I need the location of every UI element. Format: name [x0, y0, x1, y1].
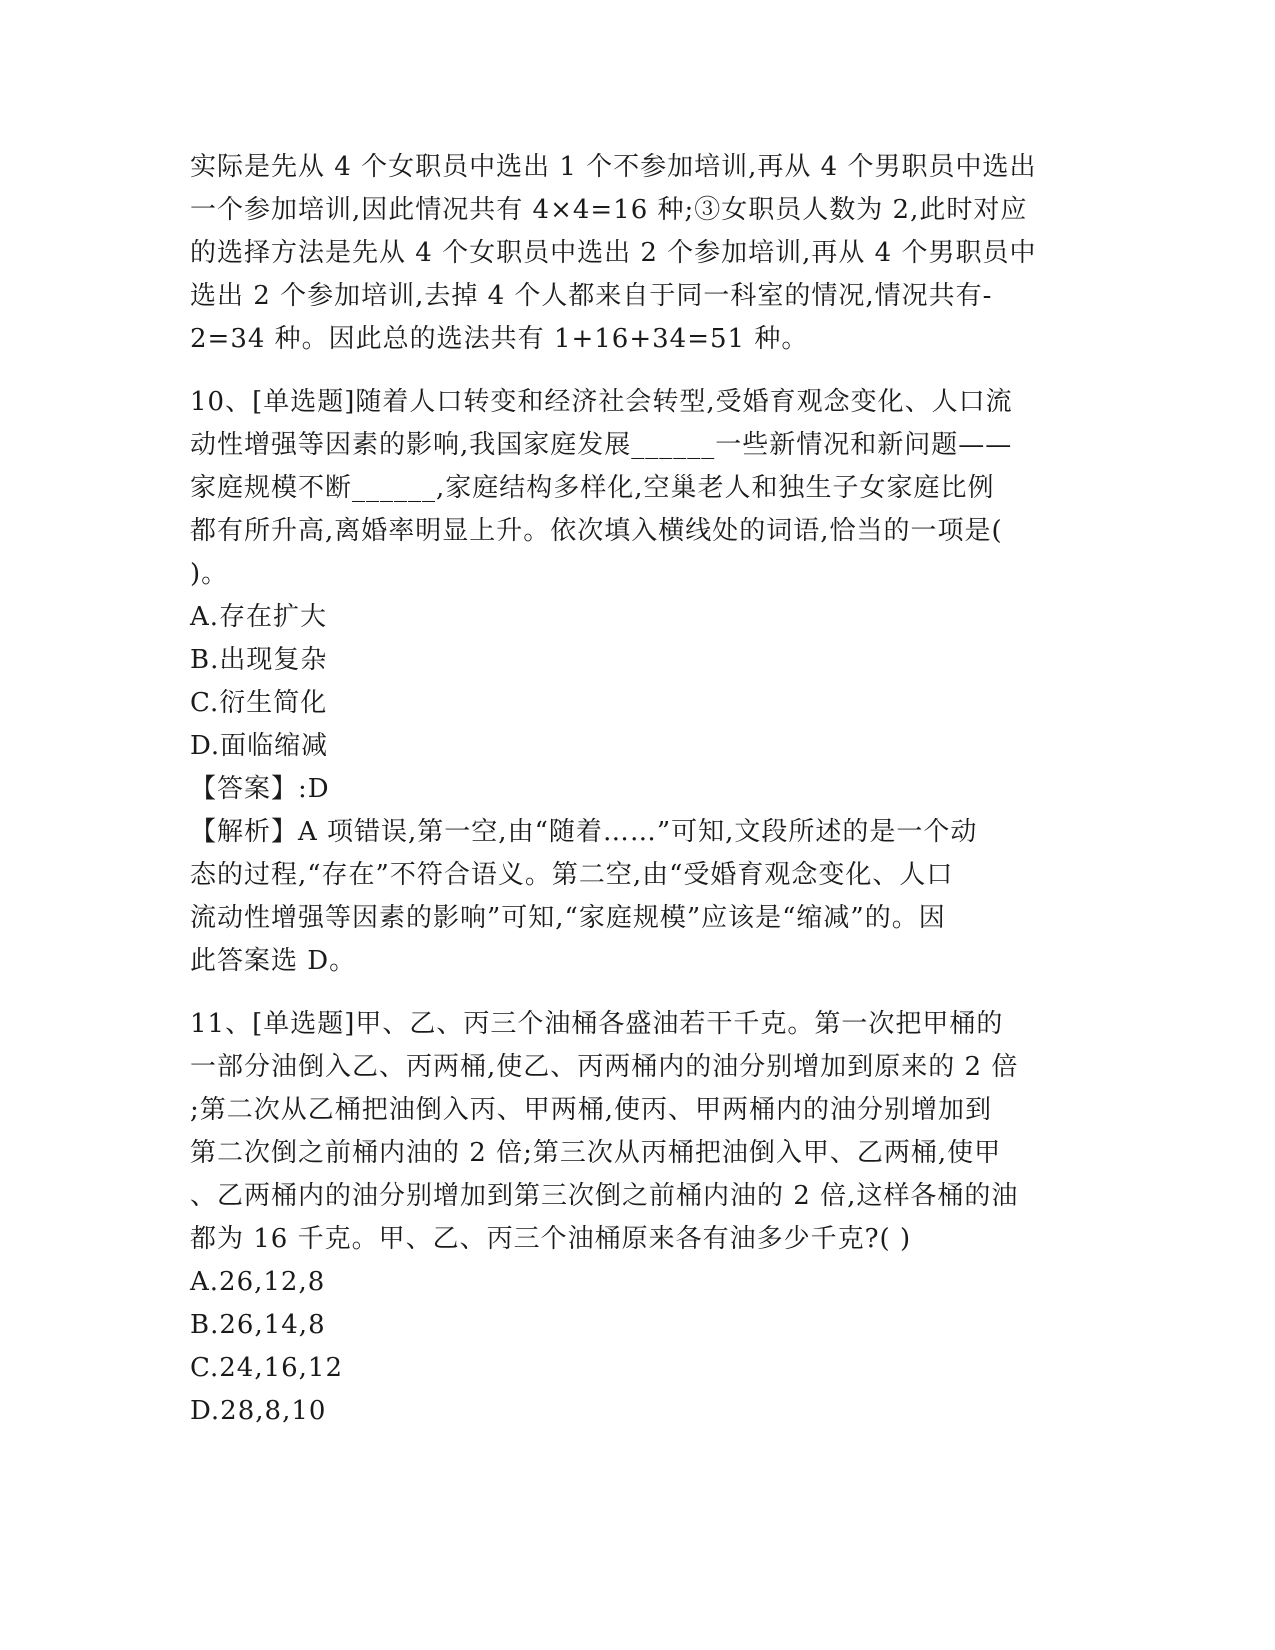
question-10-stem [190, 381, 1090, 596]
text-line: )。 [190, 559, 229, 589]
text-line: ;第二次从乙桶把油倒入丙、甲两桶,使丙、甲两桶内的油分别增加到 [190, 1095, 993, 1125]
question-10-answer: 【答案】:D [190, 774, 330, 804]
text-line: 选出 2 个参加培训,去掉 4 个人都来自于同一科室的情况,情况共有- [190, 281, 993, 311]
text-line: 此答案选 D。 [190, 946, 357, 976]
question-11 [190, 1003, 1090, 1433]
text-line: 态的过程,“存在”不符合语义。第二空,由“受婚育观念变化、人口 [190, 860, 954, 890]
text-line: 一部分油倒入乙、丙两桶,使乙、丙两桶内的油分别增加到原来的 2 倍 [190, 1052, 1019, 1082]
option-c: C.24,16,12 [190, 1353, 344, 1383]
text-line: 动性增强等因素的影响,我国家庭发展______一些新情况和新问题—— [190, 430, 1013, 460]
question-11-options [190, 1261, 1090, 1433]
paragraph-gap [190, 983, 1090, 1003]
option-a: A.存在扩大 [190, 602, 328, 632]
option-d: D.面临缩减 [190, 731, 329, 761]
option-b: B.出现复杂 [190, 645, 328, 675]
text-line: 都为 16 千克。甲、乙、丙三个油桶原来各有油多少千克?( ) [190, 1224, 912, 1254]
option-c: C.衍生简化 [190, 688, 328, 718]
text-line: 、乙两桶内的油分别增加到第三次倒之前桶内油的 2 倍,这样各桶的油 [190, 1181, 1019, 1211]
question-10-options [190, 596, 1090, 768]
question-10-analysis [190, 811, 1090, 983]
option-a: A.26,12,8 [190, 1267, 326, 1297]
text-line: 实际是先从 4 个女职员中选出 1 个不参加培训,再从 4 个男职员中选出 [190, 152, 1037, 182]
text-line: 都有所升高,离婚率明显上升。依次填入横线处的词语,恰当的一项是( [190, 516, 1003, 546]
text-line: 【解析】A 项错误,第一空,由“随着……”可知,文段所述的是一个动 [190, 817, 978, 847]
option-b: B.26,14,8 [190, 1310, 326, 1340]
text-line: 流动性增强等因素的影响”可知,“家庭规模”应该是“缩减”的。因 [190, 903, 946, 933]
text-line: 的选择方法是先从 4 个女职员中选出 2 个参加培训,再从 4 个男职员中 [190, 238, 1037, 268]
option-d: D.28,8,10 [190, 1396, 327, 1426]
question-11-stem [190, 1003, 1090, 1261]
text-line: 10、[单选题]随着人口转变和经济社会转型,受婚育观念变化、人口流 [190, 387, 1013, 417]
paragraph-gap [190, 361, 1090, 381]
question-10 [190, 381, 1090, 983]
text-line: 2=34 种。因此总的选法共有 1+16+34=51 种。 [190, 324, 809, 354]
document-content [190, 146, 1090, 1433]
previous-explanation [190, 146, 1090, 361]
text-line: 11、[单选题]甲、乙、丙三个油桶各盛油若干千克。第一次把甲桶的 [190, 1009, 1004, 1039]
text-line: 第二次倒之前桶内油的 2 倍;第三次从丙桶把油倒入甲、乙两桶,使甲 [190, 1138, 1002, 1168]
text-line: 家庭规模不断______,家庭结构多样化,空巢老人和独生子女家庭比例 [190, 473, 995, 503]
text-line: 一个参加培训,因此情况共有 4×4=16 种;③女职员人数为 2,此时对应 [190, 195, 1028, 225]
